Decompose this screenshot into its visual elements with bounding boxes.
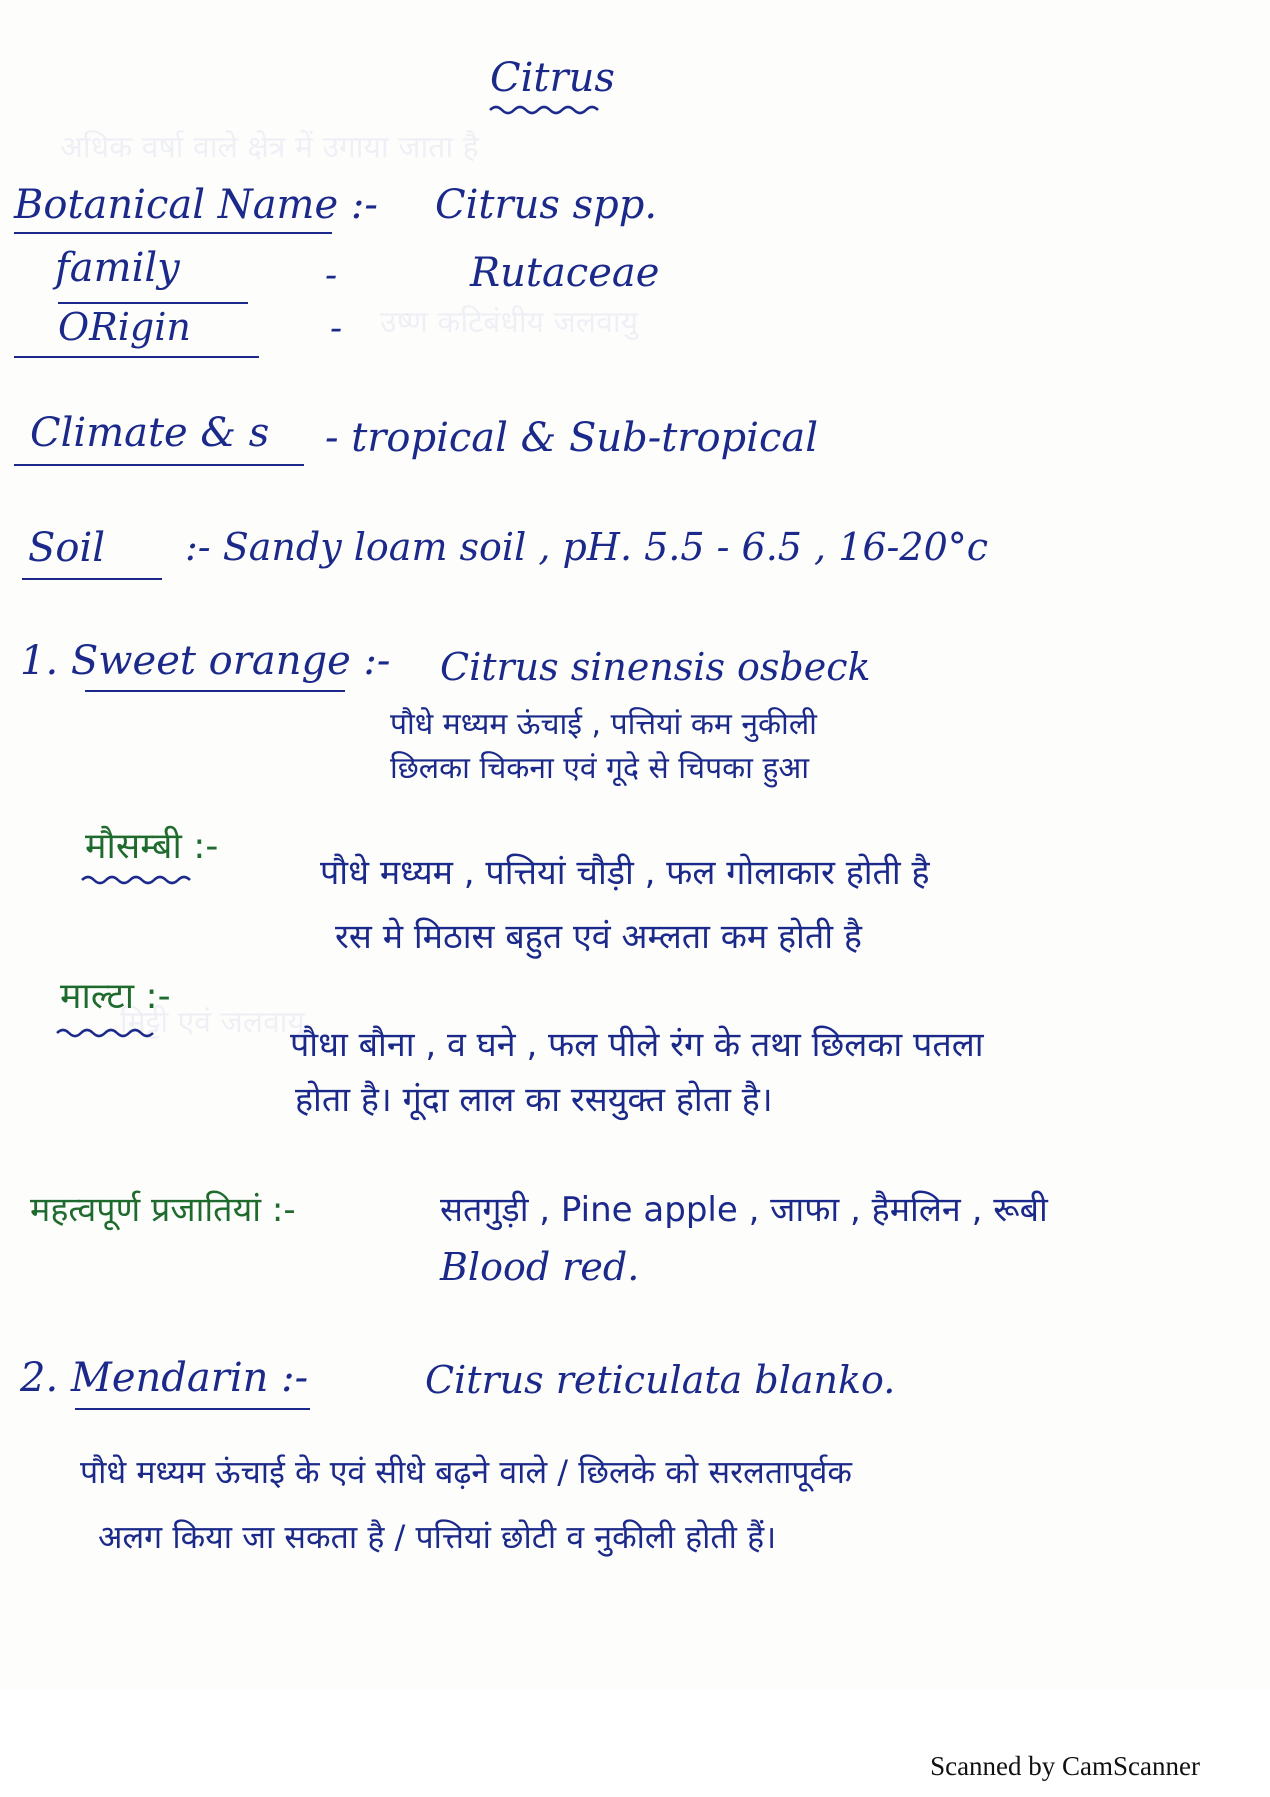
climate-label: Climate & s: [30, 410, 270, 456]
climate-value: - tropical & Sub-tropical: [325, 415, 818, 461]
origin-label: ORigin: [58, 305, 191, 349]
sweet-orange-line-2: छिलका चिकना एवं गूदे से चिपका हुआ: [390, 751, 810, 786]
varieties-list-continued: Blood red.: [440, 1245, 640, 1289]
malta-underline: [55, 1025, 165, 1039]
title-underline: [488, 102, 608, 116]
scanner-watermark: Scanned by CamScanner: [930, 1751, 1200, 1781]
soil-value: :- Sandy loam soil , pH. 5.5 - 6.5 , 16-20°c: [185, 525, 989, 569]
bleed-through-text: उष्ण कटिबंधीय जलवायु: [380, 305, 638, 340]
sweet-orange-scientific: Citrus sinensis osbeck: [440, 645, 871, 689]
botanical-name-label: Botanical Name :-: [14, 182, 378, 228]
mandarin-scientific: Citrus reticulata blanko.: [425, 1358, 896, 1402]
malta-line-1: पौधा बौना , व घने , फल पीले रंग के तथा छिलका पतला: [290, 1025, 984, 1065]
mosambi-underline: [80, 872, 200, 886]
origin-underline: [14, 356, 259, 358]
varieties-label: महत्वपूर्ण प्रजातियां :-: [30, 1190, 296, 1230]
malta-label: माल्टा :-: [60, 976, 171, 1017]
mandarin-line-2: अलग किया जा सकता है / पत्तियां छोटी व नुकीली होती हैं।: [98, 1518, 777, 1556]
climate-underline: [14, 464, 304, 466]
sweet-orange-underline: [85, 690, 345, 692]
family-separator: -: [325, 255, 338, 296]
mandarin-line-1: पौधे मध्यम ऊंचाई के एवं सीधे बढ़ने वाले / छिलके को सरलतापूर्वक: [80, 1453, 852, 1491]
mosambi-line-2: रस मे मिठास बहुत एवं अम्लता कम होती है: [335, 917, 862, 957]
family-underline: [58, 302, 248, 304]
mandarin-underline: [75, 1408, 310, 1410]
mosambi-line-1: पौधे मध्यम , पत्तियां चौड़ी , फल गोलाकार होती है: [320, 853, 930, 893]
family-label: family: [55, 245, 180, 291]
mandarin-label: 2. Mendarin :-: [20, 1355, 309, 1401]
botanical-name-value: Citrus spp.: [435, 182, 658, 228]
mosambi-label: मौसम्बी :-: [85, 826, 219, 867]
family-value: Rutaceae: [470, 250, 660, 296]
bleed-through-text: मिट्टी एवं जलवायु: [120, 1005, 305, 1040]
soil-underline: [22, 578, 162, 580]
botanical-name-underline: [14, 232, 332, 234]
varieties-list: सतगुड़ी , Pine apple , जाफा , हैमलिन , रूबी: [440, 1190, 1048, 1230]
sweet-orange-line-1: पौधे मध्यम ऊंचाई , पत्तियां कम नुकीली: [390, 707, 817, 742]
bleed-through-text: अधिक वर्षा वाले क्षेत्र में उगाया जाता है: [60, 130, 479, 165]
sweet-orange-label: 1. Sweet orange :-: [20, 638, 391, 684]
malta-line-2: होता है। गूंदा लाल का रसयुक्त होता है।: [295, 1080, 773, 1120]
origin-separator: -: [330, 308, 343, 349]
soil-label: Soil: [28, 525, 106, 571]
page-title: Citrus: [490, 55, 615, 101]
